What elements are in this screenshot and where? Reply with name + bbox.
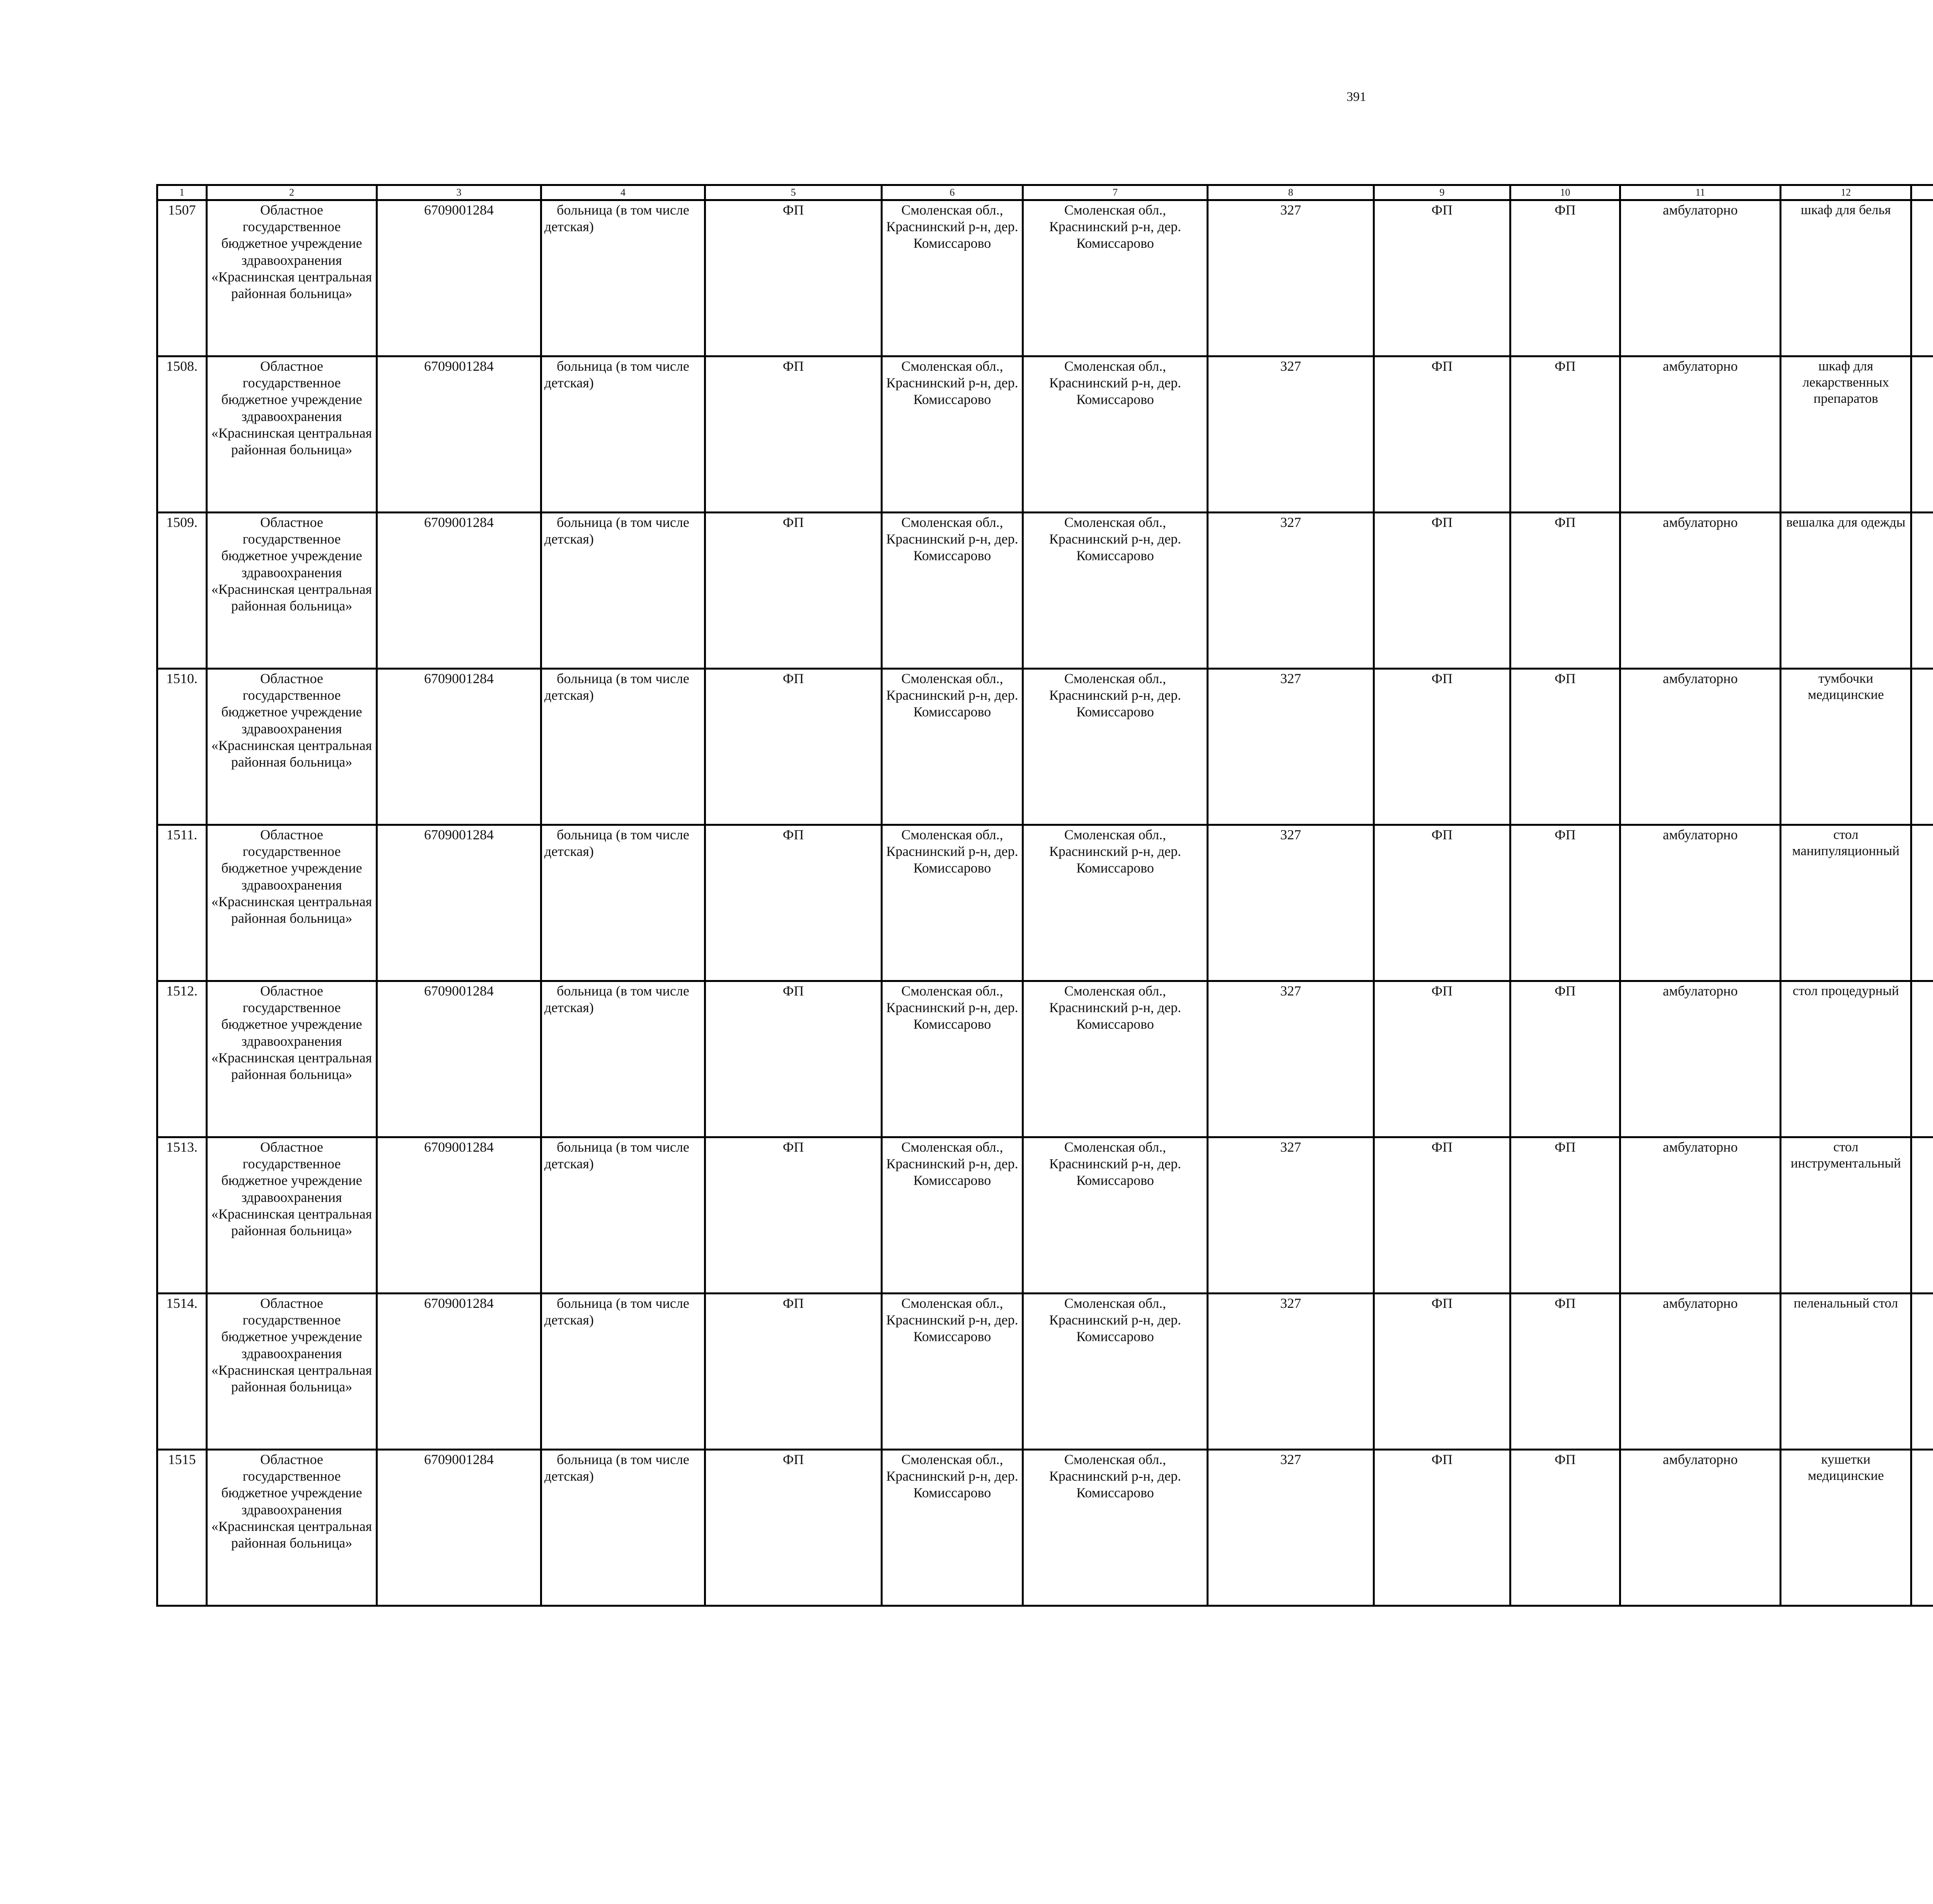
subdivision-type-cell: ФП <box>1374 669 1510 825</box>
equipment-cell: стол манипуляционный <box>1781 825 1911 981</box>
column-number: 4 <box>541 185 705 200</box>
care-mode-cell: амбулаторно <box>1620 669 1781 825</box>
page-number: 391 <box>1347 90 1366 104</box>
column-number: 10 <box>1510 185 1620 200</box>
column-number: 2 <box>207 185 377 200</box>
organization-cell: Областное государственное бюджетное учреждение здравоохранения «Краснинская центральная районная больница» <box>207 1294 377 1450</box>
organization-cell: Областное государственное бюджетное учреждение здравоохранения «Краснинская центральная районная больница» <box>207 356 377 513</box>
locality-cell: Смоленская обл., Краснинский р-н, дер. Комиссарово <box>882 513 1023 669</box>
organization-cell: Областное государственное бюджетное учреждение здравоохранения «Краснинская центральная районная больница» <box>207 669 377 825</box>
subdivision-cell: ФП <box>705 356 882 513</box>
organization-cell: Областное государственное бюджетное учреждение здравоохранения «Краснинская центральная районная больница» <box>207 1137 377 1294</box>
empty-cell <box>1911 981 1933 1137</box>
table-row <box>157 1137 1933 1294</box>
empty-cell <box>1911 825 1933 981</box>
subdivision-type-cell: ФП <box>1374 981 1510 1137</box>
row-number-cell: 1511. <box>157 825 207 981</box>
address-cell: Смоленская обл., Краснинский р-н, дер. Комиссарово <box>1023 1294 1208 1450</box>
inn-cell: 6709001284 <box>377 981 541 1137</box>
unit-cell: ФП <box>1510 1450 1620 1606</box>
column-number: 8 <box>1208 185 1374 200</box>
empty-cell <box>1911 1294 1933 1450</box>
table-row <box>157 981 1933 1137</box>
equipment-cell: пеленальный стол <box>1781 1294 1911 1450</box>
unit-cell: ФП <box>1510 356 1620 513</box>
locality-cell: Смоленская обл., Краснинский р-н, дер. Комиссарово <box>882 1294 1023 1450</box>
row-number-cell: 1514. <box>157 1294 207 1450</box>
inn-cell: 6709001284 <box>377 1137 541 1294</box>
locality-cell: Смоленская обл., Краснинский р-н, дер. Комиссарово <box>882 356 1023 513</box>
subdivision-type-cell: ФП <box>1374 1294 1510 1450</box>
address-cell: Смоленская обл., Краснинский р-н, дер. Комиссарово <box>1023 1450 1208 1606</box>
equipment-cell: кушетки медицинские <box>1781 1450 1911 1606</box>
care-mode-cell: амбулаторно <box>1620 1450 1781 1606</box>
address-cell: Смоленская обл., Краснинский р-н, дер. Комиссарово <box>1023 981 1208 1137</box>
column-number: 9 <box>1374 185 1510 200</box>
locality-cell: Смоленская обл., Краснинский р-н, дер. Комиссарово <box>882 669 1023 825</box>
unit-cell: ФП <box>1510 200 1620 356</box>
address-cell: Смоленская обл., Краснинский р-н, дер. Комиссарово <box>1023 825 1208 981</box>
unit-cell: ФП <box>1510 669 1620 825</box>
care-mode-cell: амбулаторно <box>1620 200 1781 356</box>
inn-cell: 6709001284 <box>377 200 541 356</box>
subdivision-type-cell: ФП <box>1374 1137 1510 1294</box>
organization-cell: Областное государственное бюджетное учреждение здравоохранения «Краснинская центральная районная больница» <box>207 513 377 669</box>
care-mode-cell: амбулаторно <box>1620 1294 1781 1450</box>
empty-cell <box>1911 669 1933 825</box>
table-row <box>157 200 1933 356</box>
inn-cell: 6709001284 <box>377 669 541 825</box>
address-cell: Смоленская обл., Краснинский р-н, дер. Комиссарово <box>1023 1137 1208 1294</box>
subdivision-type-cell: ФП <box>1374 825 1510 981</box>
facility-type-cell: больница (в том числе детская) <box>541 981 705 1137</box>
subdivision-cell: ФП <box>705 1294 882 1450</box>
table-row <box>157 669 1933 825</box>
care-mode-cell: амбулаторно <box>1620 356 1781 513</box>
empty-cell <box>1911 1137 1933 1294</box>
inn-cell: 6709001284 <box>377 356 541 513</box>
subdivision-type-cell: ФП <box>1374 1450 1510 1606</box>
facility-type-cell: больница (в том числе детская) <box>541 513 705 669</box>
empty-cell <box>1911 1450 1933 1606</box>
unit-cell: ФП <box>1510 1294 1620 1450</box>
subdivision-cell: ФП <box>705 825 882 981</box>
empty-cell <box>1911 200 1933 356</box>
column-number <box>1911 185 1933 200</box>
row-number-cell: 1507 <box>157 200 207 356</box>
code-cell: 327 <box>1208 1450 1374 1606</box>
subdivision-type-cell: ФП <box>1374 200 1510 356</box>
registry-table <box>156 184 1933 1607</box>
unit-cell: ФП <box>1510 1137 1620 1294</box>
address-cell: Смоленская обл., Краснинский р-н, дер. Комиссарово <box>1023 513 1208 669</box>
subdivision-cell: ФП <box>705 981 882 1137</box>
facility-type-cell: больница (в том числе детская) <box>541 1450 705 1606</box>
column-number: 1 <box>157 185 207 200</box>
facility-type-cell: больница (в том числе детская) <box>541 1294 705 1450</box>
table-row <box>157 1450 1933 1606</box>
equipment-cell: стол процедурный <box>1781 981 1911 1137</box>
column-number: 11 <box>1620 185 1781 200</box>
equipment-cell: стол инструментальный <box>1781 1137 1911 1294</box>
row-number-cell: 1510. <box>157 669 207 825</box>
equipment-cell: вешалка для одежды <box>1781 513 1911 669</box>
care-mode-cell: амбулаторно <box>1620 825 1781 981</box>
subdivision-cell: ФП <box>705 200 882 356</box>
column-number: 7 <box>1023 185 1208 200</box>
table-row <box>157 825 1933 981</box>
row-number-cell: 1513. <box>157 1137 207 1294</box>
row-number-cell: 1509. <box>157 513 207 669</box>
empty-cell <box>1911 513 1933 669</box>
address-cell: Смоленская обл., Краснинский р-н, дер. Комиссарово <box>1023 200 1208 356</box>
equipment-cell: тумбочки медицинские <box>1781 669 1911 825</box>
unit-cell: ФП <box>1510 513 1620 669</box>
locality-cell: Смоленская обл., Краснинский р-н, дер. Комиссарово <box>882 825 1023 981</box>
care-mode-cell: амбулаторно <box>1620 981 1781 1137</box>
column-number: 3 <box>377 185 541 200</box>
column-number: 5 <box>705 185 882 200</box>
inn-cell: 6709001284 <box>377 1294 541 1450</box>
facility-type-cell: больница (в том числе детская) <box>541 825 705 981</box>
row-number-cell: 1512. <box>157 981 207 1137</box>
subdivision-type-cell: ФП <box>1374 513 1510 669</box>
facility-type-cell: больница (в том числе детская) <box>541 356 705 513</box>
address-cell: Смоленская обл., Краснинский р-н, дер. Комиссарово <box>1023 669 1208 825</box>
code-cell: 327 <box>1208 669 1374 825</box>
care-mode-cell: амбулаторно <box>1620 1137 1781 1294</box>
code-cell: 327 <box>1208 1137 1374 1294</box>
facility-type-cell: больница (в том числе детская) <box>541 1137 705 1294</box>
code-cell: 327 <box>1208 200 1374 356</box>
column-number-row <box>157 185 1933 200</box>
organization-cell: Областное государственное бюджетное учреждение здравоохранения «Краснинская центральная районная больница» <box>207 825 377 981</box>
locality-cell: Смоленская обл., Краснинский р-н, дер. Комиссарово <box>882 1450 1023 1606</box>
code-cell: 327 <box>1208 1294 1374 1450</box>
inn-cell: 6709001284 <box>377 513 541 669</box>
locality-cell: Смоленская обл., Краснинский р-н, дер. Комиссарово <box>882 981 1023 1137</box>
empty-cell <box>1911 356 1933 513</box>
code-cell: 327 <box>1208 513 1374 669</box>
code-cell: 327 <box>1208 356 1374 513</box>
care-mode-cell: амбулаторно <box>1620 513 1781 669</box>
registry-body <box>157 200 1933 1606</box>
subdivision-cell: ФП <box>705 1137 882 1294</box>
column-number: 6 <box>882 185 1023 200</box>
subdivision-type-cell: ФП <box>1374 356 1510 513</box>
address-cell: Смоленская обл., Краснинский р-н, дер. Комиссарово <box>1023 356 1208 513</box>
equipment-cell: шкаф для белья <box>1781 200 1911 356</box>
table-row <box>157 1294 1933 1450</box>
code-cell: 327 <box>1208 825 1374 981</box>
table-row <box>157 356 1933 513</box>
subdivision-cell: ФП <box>705 1450 882 1606</box>
organization-cell: Областное государственное бюджетное учреждение здравоохранения «Краснинская центральная районная больница» <box>207 1450 377 1606</box>
column-number: 12 <box>1781 185 1911 200</box>
facility-type-cell: больница (в том числе детская) <box>541 200 705 356</box>
row-number-cell: 1515 <box>157 1450 207 1606</box>
locality-cell: Смоленская обл., Краснинский р-н, дер. Комиссарово <box>882 200 1023 356</box>
locality-cell: Смоленская обл., Краснинский р-н, дер. Комиссарово <box>882 1137 1023 1294</box>
subdivision-cell: ФП <box>705 669 882 825</box>
row-number-cell: 1508. <box>157 356 207 513</box>
equipment-cell: шкаф для лекарственных препаратов <box>1781 356 1911 513</box>
organization-cell: Областное государственное бюджетное учреждение здравоохранения «Краснинская центральная районная больница» <box>207 200 377 356</box>
unit-cell: ФП <box>1510 981 1620 1137</box>
subdivision-cell: ФП <box>705 513 882 669</box>
code-cell: 327 <box>1208 981 1374 1137</box>
unit-cell: ФП <box>1510 825 1620 981</box>
organization-cell: Областное государственное бюджетное учреждение здравоохранения «Краснинская центральная районная больница» <box>207 981 377 1137</box>
facility-type-cell: больница (в том числе детская) <box>541 669 705 825</box>
inn-cell: 6709001284 <box>377 825 541 981</box>
table-row <box>157 513 1933 669</box>
inn-cell: 6709001284 <box>377 1450 541 1606</box>
